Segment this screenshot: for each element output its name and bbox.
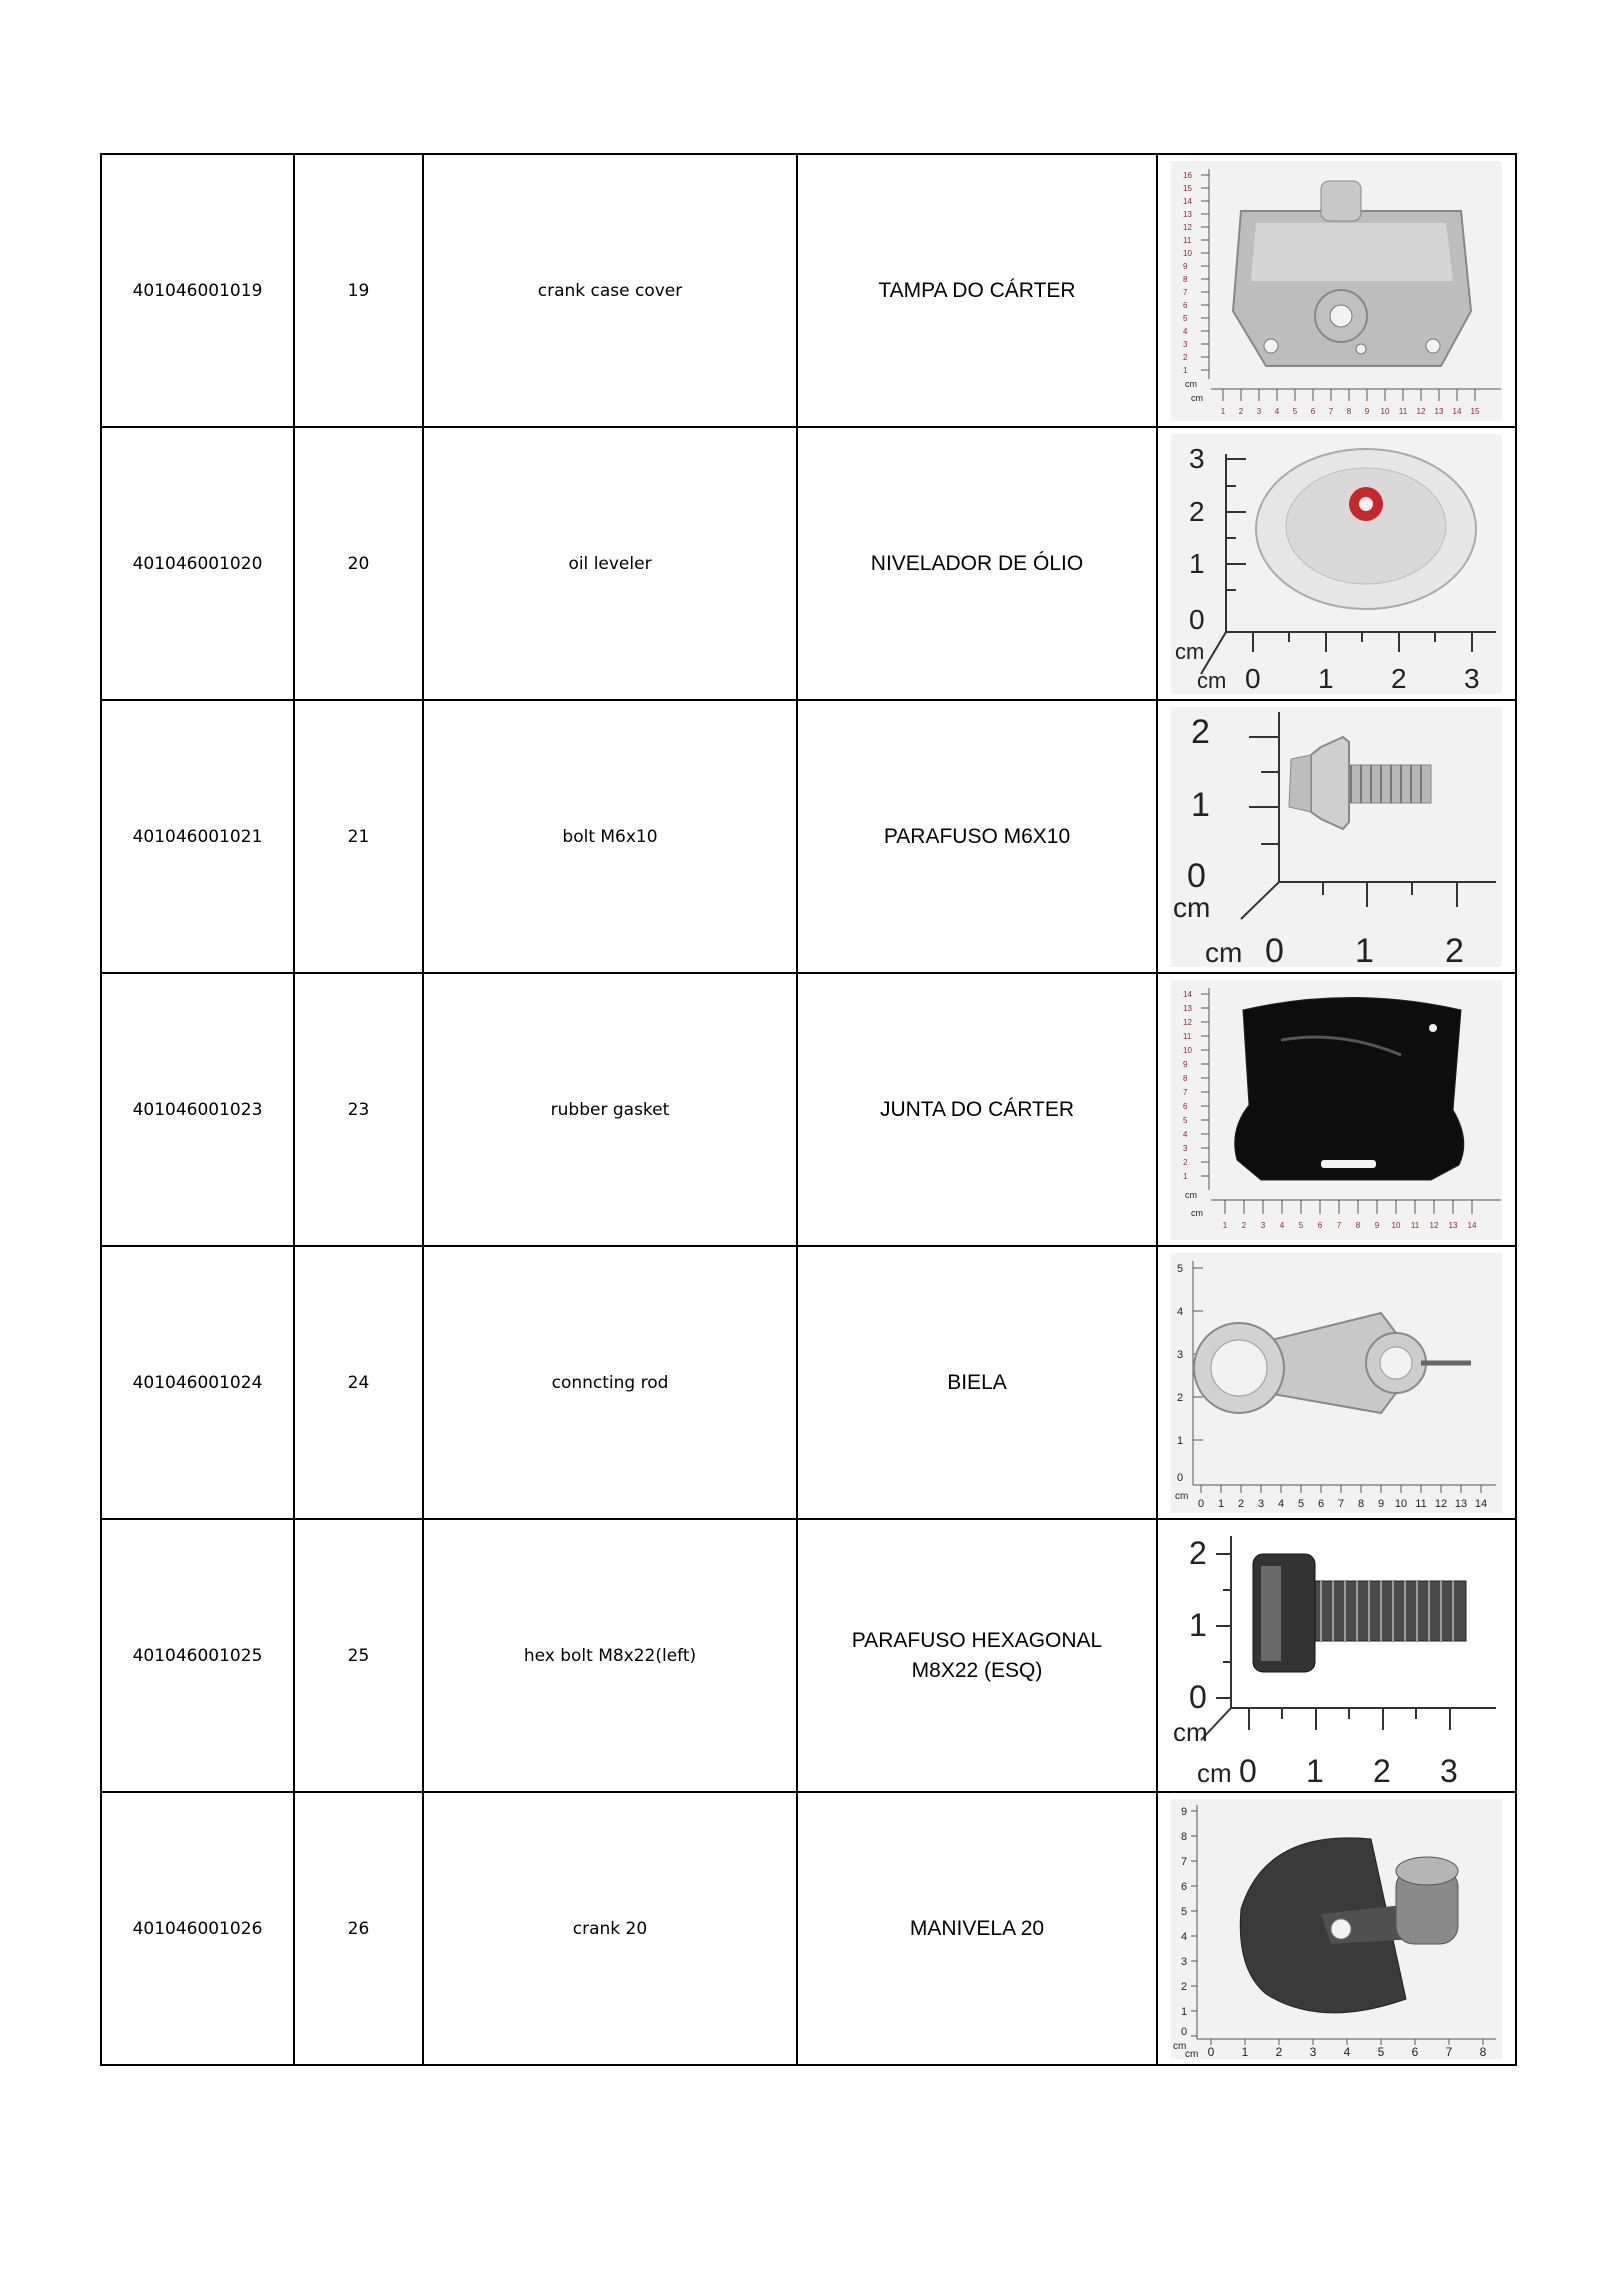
part-code: 401046001023 <box>101 973 294 1246</box>
table-row <box>101 1792 1516 2065</box>
tick-label: 7 <box>1328 406 1334 416</box>
tick-label: 11 <box>1183 1031 1192 1041</box>
tick-label: 1 <box>1177 1434 1184 1447</box>
tick-label: 15 <box>1470 406 1480 416</box>
rubber-gasket-photo <box>1171 980 1502 1240</box>
tick-label: 10 <box>1183 248 1192 258</box>
tick-label: 9 <box>1377 1497 1385 1510</box>
table-row <box>101 427 1516 700</box>
tick-label: 1 <box>1181 2005 1188 2018</box>
tick-label: 1 <box>1189 1606 1207 1643</box>
unit-label: cm <box>1173 1716 1208 1747</box>
tick-label: 3 <box>1256 406 1262 416</box>
item-number: 23 <box>294 973 423 1246</box>
description-en: oil leveler <box>423 427 797 700</box>
tick-label: 2 <box>1275 2044 1283 2059</box>
tick-label: 4 <box>1274 406 1280 416</box>
tick-label: 9 <box>1374 1220 1380 1230</box>
crank-photo <box>1171 1799 1502 2059</box>
tick-label: 6 <box>1411 2044 1419 2059</box>
description-pt: MANIVELA 20 <box>797 1792 1157 2065</box>
tick-label: 2 <box>1391 662 1407 694</box>
table-row <box>101 973 1516 1246</box>
tick-label: 2 <box>1445 931 1464 967</box>
tick-label: 2 <box>1238 406 1244 416</box>
tick-label: 5 <box>1177 1262 1184 1275</box>
tick-label: 4 <box>1183 1129 1188 1139</box>
tick-label: 13 <box>1183 1003 1192 1013</box>
tick-label: 3 <box>1260 1220 1266 1230</box>
tick-label: 11 <box>1415 1497 1427 1510</box>
photo-cell <box>1157 700 1516 973</box>
tick-label: 3 <box>1181 1955 1188 1968</box>
unit-label: cm <box>1205 936 1243 967</box>
unit-label: cm <box>1197 667 1227 693</box>
unit-label: cm <box>1185 1189 1197 1200</box>
tick-label: 8 <box>1183 1073 1188 1083</box>
tick-label: 8 <box>1479 2044 1487 2059</box>
tick-label: 3 <box>1177 1348 1184 1361</box>
part-code: 401046001024 <box>101 1246 294 1519</box>
tick-label: 5 <box>1377 2044 1385 2059</box>
description-pt: TAMPA DO CÁRTER <box>797 154 1157 427</box>
tick-label: 7 <box>1336 1220 1342 1230</box>
tick-label: 13 <box>1434 406 1444 416</box>
tick-label: 5 <box>1298 1220 1304 1230</box>
tick-label: 6 <box>1317 1220 1323 1230</box>
tick-label: 0 <box>1189 1678 1207 1715</box>
item-number: 24 <box>294 1246 423 1519</box>
unit-label: cm <box>1185 378 1197 389</box>
tick-label: 12 <box>1434 1497 1448 1510</box>
tick-label: 8 <box>1181 1830 1188 1843</box>
connecting-rod-photo <box>1171 1253 1502 1513</box>
tick-label: 4 <box>1181 1930 1188 1943</box>
tick-label: 12 <box>1183 222 1192 232</box>
unit-label: cm <box>1191 1207 1203 1218</box>
tick-label: 10 <box>1394 1497 1408 1510</box>
item-number: 21 <box>294 700 423 973</box>
tick-label: 6 <box>1310 406 1316 416</box>
photo-cell <box>1157 1792 1516 2065</box>
photo-cell <box>1157 154 1516 427</box>
unit-label: cm <box>1173 891 1211 923</box>
photo-cell <box>1157 1246 1516 1519</box>
tick-label: 3 <box>1189 442 1205 474</box>
item-number: 26 <box>294 1792 423 2065</box>
tick-label: 8 <box>1183 274 1188 284</box>
tick-label: 16 <box>1183 170 1192 180</box>
tick-label: 11 <box>1410 1220 1420 1230</box>
description-pt: JUNTA DO CÁRTER <box>797 973 1157 1246</box>
description-en: hex bolt M8x22(left) <box>423 1519 797 1792</box>
tick-label: 10 <box>1391 1220 1401 1230</box>
description-en: rubber gasket <box>423 973 797 1246</box>
tick-label: 4 <box>1183 326 1188 336</box>
tick-label: 15 <box>1183 183 1192 193</box>
description-pt: BIELA <box>797 1246 1157 1519</box>
tick-label: 0 <box>1265 931 1284 967</box>
bolt-photo <box>1171 707 1502 967</box>
tick-label: 9 <box>1183 1059 1188 1069</box>
table-row <box>101 700 1516 973</box>
oil-leveler-photo <box>1171 434 1502 694</box>
tick-label: 11 <box>1183 235 1192 245</box>
hex-bolt-photo <box>1171 1526 1502 1786</box>
tick-label: 7 <box>1337 1497 1345 1510</box>
tick-label: 3 <box>1183 339 1188 349</box>
tick-label: 2 <box>1191 712 1210 751</box>
tick-label: 7 <box>1183 1087 1188 1097</box>
tick-label: 8 <box>1355 1220 1361 1230</box>
tick-label: 13 <box>1448 1220 1458 1230</box>
tick-label: 3 <box>1257 1497 1265 1510</box>
tick-label: 6 <box>1317 1497 1325 1510</box>
tick-label: 0 <box>1187 856 1206 895</box>
photo-cell <box>1157 427 1516 700</box>
tick-label: 1 <box>1222 1220 1228 1230</box>
tick-label: 0 <box>1177 1471 1184 1484</box>
description-pt: NIVELADOR DE ÓLIO <box>797 427 1157 700</box>
unit-label: cm <box>1185 2048 1199 2059</box>
photo-cell <box>1157 973 1516 1246</box>
unit-label: cm <box>1175 638 1205 664</box>
tick-label: 9 <box>1183 261 1188 271</box>
tick-label: 7 <box>1445 2044 1453 2059</box>
tick-label: 3 <box>1309 2044 1317 2059</box>
photo-cell <box>1157 1519 1516 1792</box>
tick-label: 14 <box>1183 196 1192 206</box>
tick-label: 2 <box>1241 1220 1247 1230</box>
tick-label: 0 <box>1239 1752 1257 1786</box>
tick-label: 1 <box>1318 662 1334 694</box>
tick-label: 2 <box>1373 1752 1391 1786</box>
tick-label: 1 <box>1217 1497 1225 1510</box>
tick-label: 0 <box>1245 662 1261 694</box>
part-code: 401046001025 <box>101 1519 294 1792</box>
tick-label: 3 <box>1183 1143 1188 1153</box>
tick-label: 12 <box>1183 1017 1192 1027</box>
crank-case-cover-photo <box>1171 161 1502 421</box>
unit-label: cm <box>1175 1490 1189 1502</box>
tick-label: 6 <box>1183 300 1188 310</box>
tick-label: 14 <box>1467 1220 1477 1230</box>
tick-label: 1 <box>1189 547 1205 579</box>
tick-label: 10 <box>1380 406 1390 416</box>
tick-label: 5 <box>1292 406 1298 416</box>
part-code: 401046001021 <box>101 700 294 973</box>
tick-label: 6 <box>1181 1880 1188 1893</box>
tick-label: 10 <box>1183 1045 1192 1055</box>
tick-label: 5 <box>1297 1497 1305 1510</box>
description-en: crank case cover <box>423 154 797 427</box>
tick-label: 5 <box>1181 1905 1188 1918</box>
tick-label: 1 <box>1355 931 1374 967</box>
description-en: crank 20 <box>423 1792 797 2065</box>
unit-label: cm <box>1173 2040 1187 2052</box>
tick-label: 1 <box>1306 1752 1324 1786</box>
table-row <box>101 154 1516 427</box>
tick-label: 2 <box>1181 1980 1188 1993</box>
tick-label: 3 <box>1440 1752 1458 1786</box>
unit-label: cm <box>1191 392 1203 403</box>
item-number: 19 <box>294 154 423 427</box>
item-number: 25 <box>294 1519 423 1792</box>
tick-label: 0 <box>1189 603 1205 635</box>
tick-label: 14 <box>1452 406 1462 416</box>
tick-label: 1 <box>1183 1171 1188 1181</box>
tick-label: 5 <box>1183 1115 1188 1125</box>
tick-label: 13 <box>1454 1497 1468 1510</box>
tick-label: 4 <box>1277 1497 1285 1510</box>
rubber-gasket-shape <box>1235 997 1464 1180</box>
tick-label: 7 <box>1183 287 1188 297</box>
tick-label: 4 <box>1279 1220 1285 1230</box>
tick-label: 2 <box>1189 495 1205 527</box>
part-code: 401046001026 <box>101 1792 294 2065</box>
tick-label: 7 <box>1181 1855 1188 1868</box>
description-en: conncting rod <box>423 1246 797 1519</box>
tick-label: 1 <box>1220 406 1226 416</box>
table-row <box>101 1519 1516 1792</box>
description-pt: PARAFUSO M6X10 <box>797 700 1157 973</box>
tick-label: 1 <box>1241 2044 1249 2059</box>
tick-label: 9 <box>1364 406 1370 416</box>
tick-label: 0 <box>1181 2025 1188 2038</box>
tick-label: 11 <box>1398 406 1408 416</box>
table-row <box>101 1246 1516 1519</box>
tick-label: 9 <box>1181 1805 1188 1818</box>
tick-label: 14 <box>1183 989 1192 999</box>
tick-label: 0 <box>1207 2044 1215 2059</box>
description-en: bolt M6x10 <box>423 700 797 973</box>
tick-label: 3 <box>1464 662 1480 694</box>
tick-label: 2 <box>1237 1497 1245 1510</box>
tick-label: 4 <box>1177 1305 1184 1318</box>
tick-label: 0 <box>1197 1497 1205 1510</box>
oil-leveler-shape <box>1256 449 1476 609</box>
part-code: 401046001019 <box>101 154 294 427</box>
tick-label: 5 <box>1183 313 1188 323</box>
tick-label: 8 <box>1346 406 1352 416</box>
tick-label: 1 <box>1191 785 1210 824</box>
tick-label: 13 <box>1183 209 1192 219</box>
tick-label: 1 <box>1183 365 1188 375</box>
tick-label: 8 <box>1357 1497 1365 1510</box>
tick-label: 2 <box>1183 1157 1188 1167</box>
parts-table <box>100 153 1517 2066</box>
description-pt: PARAFUSO HEXAGONAL M8X22 (ESQ) <box>797 1519 1157 1792</box>
tick-label: 12 <box>1429 1220 1439 1230</box>
tick-label: 4 <box>1343 2044 1351 2059</box>
tick-label: 12 <box>1416 406 1426 416</box>
tick-label: 14 <box>1474 1497 1488 1510</box>
tick-label: 6 <box>1183 1101 1188 1111</box>
unit-label: cm <box>1197 1757 1232 1786</box>
part-code: 401046001020 <box>101 427 294 700</box>
item-number: 20 <box>294 427 423 700</box>
tick-label: 2 <box>1189 1534 1207 1571</box>
tick-label: 2 <box>1177 1391 1184 1404</box>
tick-label: 2 <box>1183 352 1188 362</box>
